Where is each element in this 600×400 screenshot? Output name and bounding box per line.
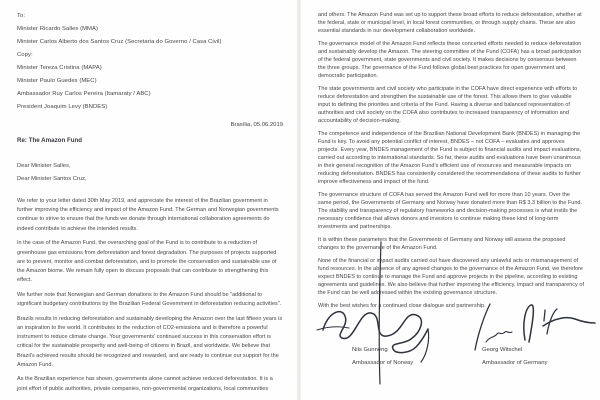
dateline: Brasília, 05.06.2019 (230, 122, 283, 128)
letter-paragraph: Brazils results in reducing deforestation and sustainably developing the Amazon over the last fifteen years is an inspiration to the world. It contributes to the reduction of CO2-emissions and is therefore a powerful instrument to reduce climate change. Your governments' continued success in this conservation effort is critical for the sustainable prosperity and well-being of citizens in Brazil, and worldwide. We believe that Brazil's achieved results should be recognized and rewarded, and are ready to continue our support for the Amazon Fund. (17, 315, 283, 368)
recipient-line: Minister Carlos Alberto dos Santos Cruz (Secretaria do Governo / Casa Civil) (17, 39, 222, 45)
signatory-name: Georg Witschel (482, 347, 523, 353)
signature-germany (482, 347, 600, 366)
recipient-line: Minister Ricardo Salles (MMA) (17, 26, 98, 32)
recipient-line: Ambassador Ruy Carlos Pereira (Itamaraty / ABC) (17, 91, 151, 97)
letter-paragraph: The governance structure of COFA has served the Amazon Fund well for more than 10 years. Over the same period, the Governments of Germany and Norway have donated more than R$ 3.3 billion to the Fund. The stability and transparency of regulatory frameworks and decision-making processes is what instils the necessary confidence that allows donors and investors to continue making these kind of long-term investments and partnerships. (318, 191, 583, 231)
signature-row (318, 347, 600, 366)
subject-line: Re: The Amazon Fund (17, 137, 83, 144)
letter-body-page-1 (17, 197, 283, 394)
letter-paragraph: None of the financial or impact audits carried out have discovered any unlawful acts or mismanagement of fund resources. In the absence of any agreed changes to the governance of the Amazon Fund, we therefore expect BNDES to continue to manage the Fund and approve projects in the pipeline, according to existing agreements and guidelines. We also believe that further improving the efficiency, impact and transparency of the Fund can be well addressed within the existing governance structure. (318, 257, 585, 296)
recipient-block (17, 12, 283, 111)
letter-paragraph: The governance model of the Amazon Fund reflects these concerted efforts needed to reduce deforestation and sustainably develop the Amazon. The steering committee of the Fund (COFA) has a broad participation of the federal government, state governments and civil society. It makes decisions by consensus between the three groups. The governance of the Fund follows global best practices for open government and democratic participation. (318, 40, 582, 80)
letter-paragraph: It is within these parameters that the Governments of Germany and Norway will assess the proposed changes to the governance of the Amazon Fund. (318, 236, 566, 251)
signatory-title: Ambassador of Norway (352, 360, 414, 366)
recipient-line: Minister Paulo Guedes (MEC) (17, 78, 97, 84)
signatory-name: Nils Gunneng (352, 347, 388, 353)
letter-paragraph: In the case of the Amazon Fund, the overarching goal of the Fund is to contribute to a reduction of greenhouse gas emissions from deforestation and forest degradation. The purposes of projects supported are to prevent, monitor and combat deforestation, and to promote the conservation and sustainable use of the Amazon biome. We remain fully open to discuss proposals that can contribute to strengthening this effect. (17, 240, 277, 284)
signature-norway (352, 347, 464, 366)
letter-paragraph: and others. The Amazon Fund was set up to support these broad efforts to reduce deforestation, whether at the federal, state or municipal level, in local forest communities, or through supply chains. These are also essential standards in our development collaboration worldwide. (318, 12, 582, 35)
letter-paragraph: We refer to your letter dated 30th May 2019, and appreciate the interest of the Brazilian government in further improving the efficiency and impact of the Amazon Fund. The German and Norwegian governments continue to strive to ensure that the funds we donate through international collaboration agreements do indeed contribute to achieve the intended results. (17, 198, 279, 232)
to-label: To: (17, 13, 26, 19)
letter-paragraph: The state governments and civil society who participate in the COFA have direct experience with efforts to reduce deforestation and strengthen the sustainable use of the forest. This allows them to give valuable input to defining the priorities and criteria of the Fund. Having a diverse and balanced representation of authorities and civil society on the COFA also contributes to increased transparency of information and accountability of decision-making. (318, 85, 578, 125)
closing-line: With the best wishes for a continued close dialogue and partnership. (318, 302, 486, 309)
letter-page-1 (0, 0, 298, 400)
signatory-title: Ambassador of Germany (482, 360, 548, 366)
salutation-line: Dear Minister Santos Cruz, (17, 175, 87, 182)
letter-page-2 (301, 0, 600, 400)
letter-paragraph: We further note that Norwegian and German donations to the Amazon Fund should be "additional to significant budgetary contributions by the Brazilian Federal Government in deforestation reducing activities". (17, 291, 282, 308)
letter-paragraph: The competence and independence of the Brazilian National Development Bank (BNDES) in managing the Fund is key. To avoid any potential conflict of interest, BNDES – not COFA – evaluates and approves projects. Every year, BNDES management of the Fund is subject to financial audits and impact evaluations, carried out according to international standards. So far, these audits and evaluations have been unanimous in their general recognition of the Amazon Fund's efficient use of resources and measurable impacts on reducing deforestation. BNDES has consistently considered the recommendations of these audits to further improve effectiveness and impact of the fund. (318, 130, 582, 186)
recipient-line: Minister Tereza Cristina (MAPA) (17, 65, 102, 71)
salutation-line: Dear Minister Salles, (17, 163, 71, 169)
letter-body-page-2 (318, 11, 585, 310)
copy-label: Copy: (17, 52, 33, 58)
recipient-line: President Joaquim Levy (BNDES) (17, 104, 108, 110)
salutation-block (17, 160, 283, 185)
letter-paragraph: As the Brazilian experience has shown, governments alone cannot achieve reduced deforestation. It is a joint effort of public authorities, private companies, non-governmental organizations, local communities (17, 376, 273, 392)
